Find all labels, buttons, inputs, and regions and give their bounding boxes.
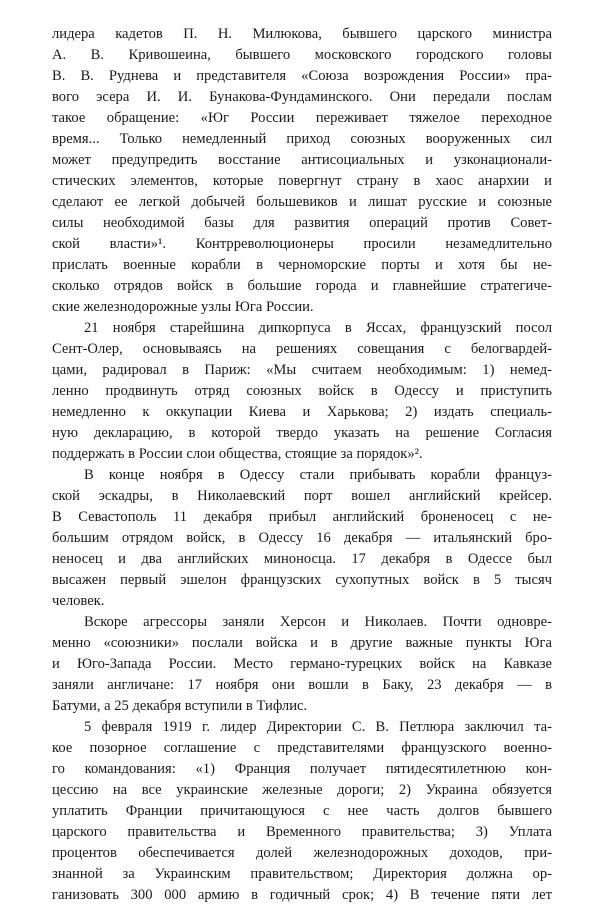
paragraph-start-line: 21 ноября старейшина дипкорпуса в Яссах, французский посол (84, 320, 552, 336)
text-line: процентов обеспечивается долей железнодорожных доходов, при- (52, 845, 552, 861)
text-line: Сент-Олер, основываясь на решениях совещания с белогвардей- (52, 341, 552, 357)
text-line: и Юго-Запада России. Место германо-турецких войск на Кавказе (52, 656, 552, 672)
text-line: такое обращение: «Юг России переживает тяжелое переходное (52, 110, 552, 126)
text-line: менно «союзники» послали войска и в другие важные пункты Юга (52, 635, 552, 651)
text-line: заняли англичане: 17 ноября они вошли в Баку, 23 декабря — в (52, 677, 552, 693)
text-line: А. В. Кривошеина, бывшего московского городского головы (52, 47, 552, 63)
text-line: лидера кадетов П. Н. Милюкова, бывшего царского министра (52, 26, 552, 42)
text-line: цессию на все украинские железные дороги; 2) Украина обязуется (52, 782, 552, 798)
text-line: время... Только немедленный приход союзных вооруженных сил (52, 131, 552, 147)
text-line: уплатить Франции причитающуюся с нее часть долгов бывшего (52, 803, 552, 819)
text-line: Батуми, а 25 декабря вступили в Тифлис. (52, 698, 308, 714)
text-line: стических элементов, которые повергнут страну в хаос анархии и (52, 173, 552, 189)
text-line: цами, радировал в Париж: «Мы считаем необходимым: 1) немед- (52, 362, 552, 378)
text-line: большим отрядом войск, в Одессу 16 декабря — итальянский бро- (52, 530, 552, 546)
paragraph-start-line: В конце ноября в Одессу стали прибывать корабли француз- (84, 467, 552, 483)
text-line: го командования: «1) Франция получает пятидесятилетнюю кон- (52, 761, 552, 777)
text-line: сколько отрядов войск в большие города и главнейшие стратегиче- (52, 278, 552, 294)
text-line: ские железнодорожные узлы Юга России. (52, 299, 314, 315)
text-line: кое позорное соглашение с представителями французского военно- (52, 740, 552, 756)
text-line: вого эсера И. И. Бунакова-Фундаминского. Они передали послам (52, 89, 552, 105)
text-line: неносец и два английских миноносца. 17 декабря в Одессе был (52, 551, 552, 567)
text-line: знанной за Украинским правительством; Директория должна ор- (52, 866, 552, 882)
text-line: В Севастополь 11 декабря прибыл английский броненосец с не- (52, 509, 552, 525)
text-line: человек. (52, 593, 105, 609)
paragraph-start-line: Вскоре агрессоры заняли Херсон и Николаев. Почти одновре- (84, 614, 552, 630)
text-line: ганизовать 300 000 армию в годичный срок; 4) В течение пяти лет (52, 887, 552, 903)
text-line: немедленно к оккупации Киева и Харькова; 2) издать специаль- (52, 404, 552, 420)
text-line: поддержать в России слои общества, стоящие за порядок»². (52, 446, 423, 462)
text-line: ленно продвинуть отряд союзных войск в Одессу и приступить (52, 383, 552, 399)
text-line: силы необходимой базы для развития операций против Совет- (52, 215, 552, 231)
text-line: ную декларацию, в которой твердо указать на решение Согласия (52, 425, 552, 441)
text-line: высажен первый эшелон французских сухопутных войск в 5 тысяч (52, 572, 552, 588)
text-line: прислать военные корабли в черноморские порты и хотя бы не- (52, 257, 552, 273)
text-line: сделают ее легкой добычей большевиков и лишат русские и союзные (52, 194, 552, 210)
text-line: может предупредить восстание антисоциальных и узконационали- (52, 152, 552, 168)
text-line: ской власти»¹. Контрреволюционеры просили незамедлительно (52, 236, 552, 252)
text-line: царского правительства и Временного правительства; 3) Уплата (52, 824, 552, 840)
text-line: В. В. Руднева и представителя «Союза возрождения России» пра- (52, 68, 552, 84)
text-line: ской эскадры, в Николаевский порт вошел английский крейсер. (52, 488, 552, 504)
paragraph-start-line: 5 февраля 1919 г. лидер Директории С. В. Петлюра заключил та- (84, 719, 552, 735)
